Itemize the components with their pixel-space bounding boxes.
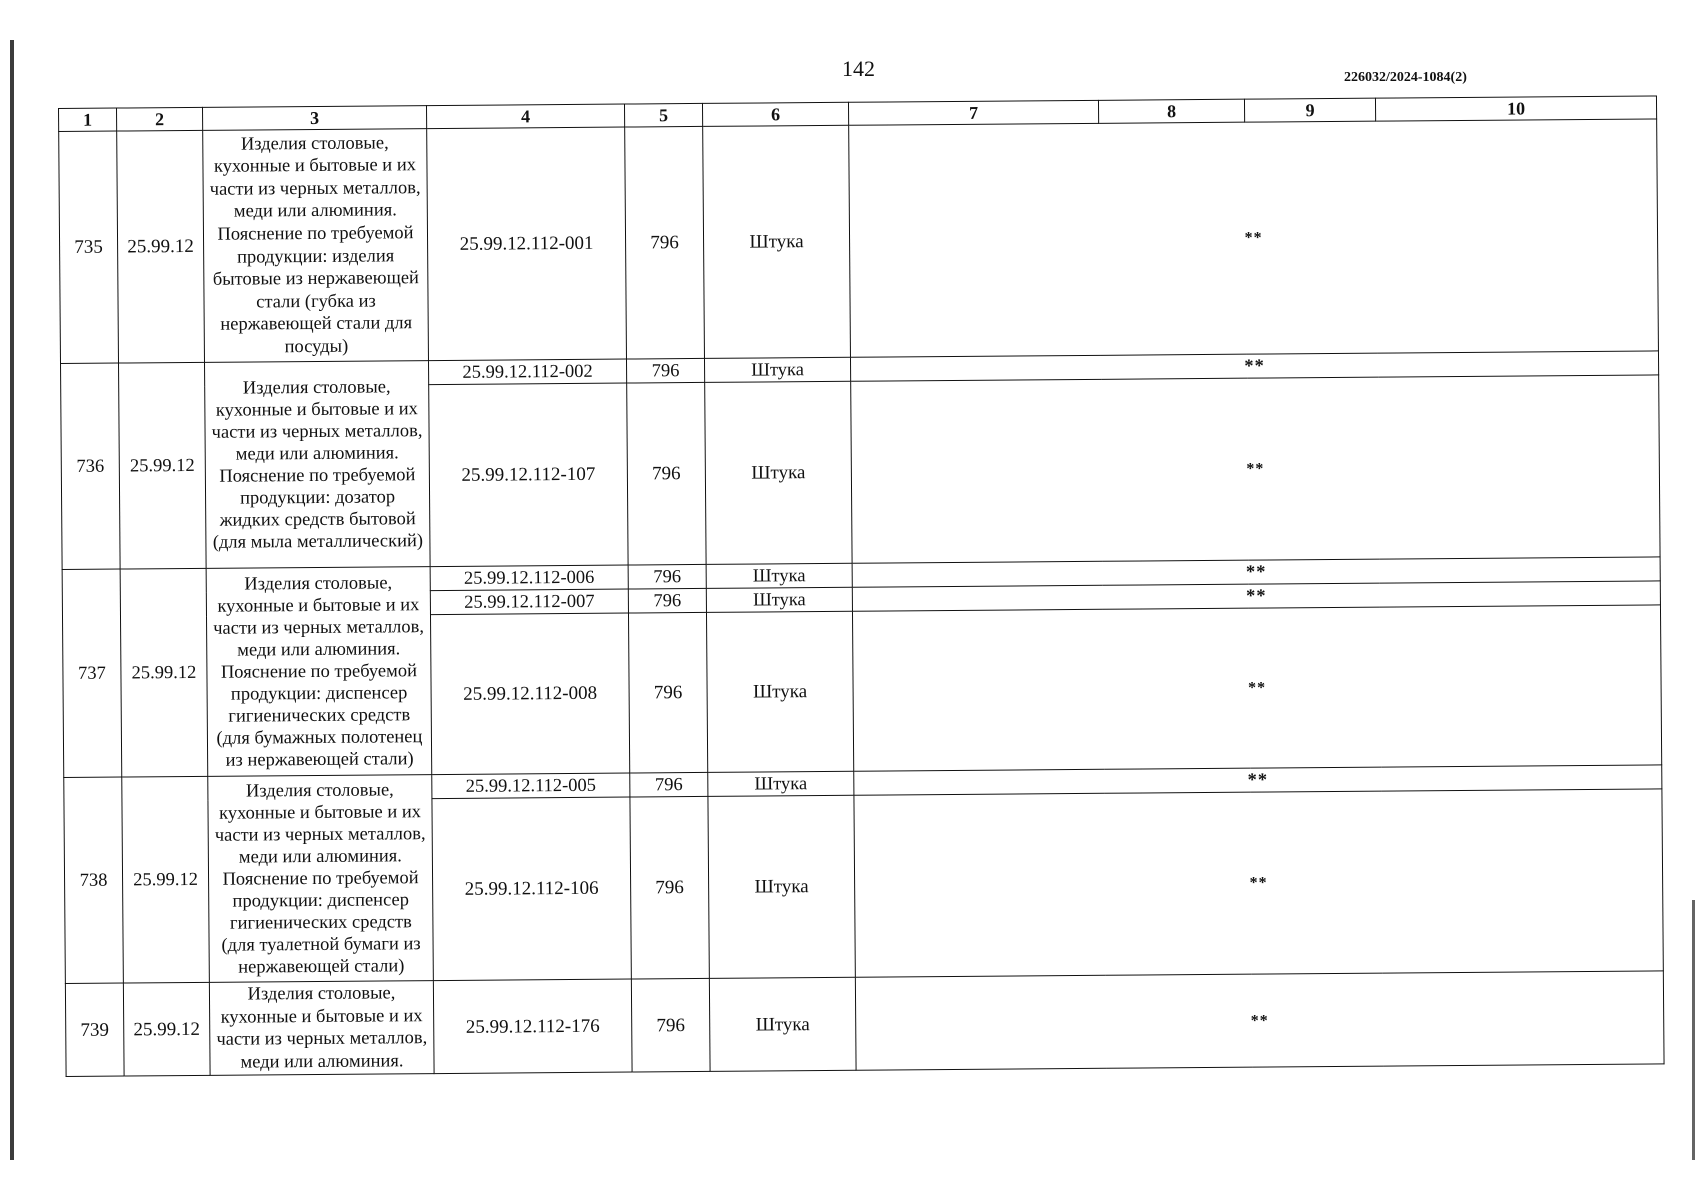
okei-code: 796 [631,978,710,1072]
ktru-code: 25.99.12.112-005 [432,773,630,799]
okei-code: 796 [627,382,706,565]
unit-name: Штука [708,771,854,796]
table-row-739 [65,971,1664,1077]
product-description: Изделия столовые, кухонные и бытовые и их части из черных металлов, меди или алюминия. Пояснение по требуемой продукции: изделия бытовые из нержавеющей стали (губка из нержавеющей стали для посуды) [203,129,429,363]
product-description: Изделия столовые, кухонные и бытовые и их части из черных металлов, меди или алюминия. Пояснение по требуемой продукции: дозатор жидких средств бытовой (для мыла металлический) [205,361,431,569]
header-cell-3: 3 [202,106,426,131]
procurement-table [58,95,1665,1077]
unit-name: Штука [704,357,850,382]
characteristics-mark: ** [850,351,1658,381]
row-number: 739 [65,983,124,1077]
okei-code: 796 [628,588,706,613]
okei-code: 796 [628,612,707,773]
characteristics-mark: ** [852,557,1660,587]
unit-name: Штука [706,611,853,772]
ktru-code: 25.99.12.112-006 [430,565,628,591]
characteristics-mark: ** [852,605,1661,771]
okpd-code: 25.99.12 [120,568,208,777]
okei-code: 796 [630,796,709,979]
unit-name: Штука [709,977,856,1072]
row-number: 738 [64,777,124,983]
characteristics-mark: ** [851,375,1660,563]
row-number: 737 [62,569,122,777]
table-row-735 [59,119,1659,364]
unit-name: Штука [705,381,852,564]
table-sheet [58,95,1664,1077]
scan-edge-left [10,40,14,1160]
product-description: Изделия столовые, кухонные и бытовые и их части из черных металлов, меди или алюминия. Пояснение по требуемой продукции: диспенсер гигиенических средств (для туалетной бумаги из нержавеющей стали) [208,775,434,983]
okpd-code: 25.99.12 [122,776,210,983]
header-cell-9: 9 [1244,98,1375,122]
unit-name: Штука [706,587,852,612]
okei-code: 796 [625,126,705,359]
header-cell-5: 5 [624,103,702,127]
document-id: 226032/2024-1084(2) [1344,70,1467,85]
header-cell-10: 10 [1375,96,1656,121]
header-cell-4: 4 [426,104,624,129]
row-number: 735 [59,131,119,363]
row-number: 736 [61,363,121,569]
okpd-code: 25.99.12 [123,982,210,1076]
ktru-code: 25.99.12.112-106 [432,797,631,981]
characteristics-mark: ** [854,789,1663,977]
header-cell-7: 7 [848,100,1098,125]
okei-code: 796 [628,564,706,589]
ktru-code: 25.99.12.112-176 [433,979,632,1074]
characteristics-mark: ** [854,765,1662,795]
ktru-code: 25.99.12.112-107 [429,383,628,567]
characteristics-mark: ** [855,971,1664,1071]
okei-code: 796 [626,358,704,383]
unit-name: Штука [703,125,851,358]
product-description: Изделия столовые, кухонные и бытовые и их части из черных металлов, меди или алюминия. Пояснение по требуемой продукции: диспенсер гигиенических средств (для бумажных полотенец из нержавеющей стали) [206,567,432,777]
header-cell-6: 6 [702,102,848,126]
ktru-code: 25.99.12.112-007 [430,589,628,615]
page-number: 142 [842,56,875,81]
product-description: Изделия столовые, кухонные и бытовые и их части из черных металлов, меди или алюминия. [209,981,434,1076]
unit-name: Штука [706,563,852,588]
header-cell-8: 8 [1098,99,1244,123]
okpd-code: 25.99.12 [119,362,207,569]
characteristics-mark: ** [849,119,1659,357]
ktru-code: 25.99.12.112-008 [430,613,629,775]
characteristics-mark: ** [852,581,1660,611]
ktru-code: 25.99.12.112-002 [428,359,626,385]
ktru-code: 25.99.12.112-001 [427,127,627,361]
unit-name: Штука [708,795,855,978]
okei-code: 796 [630,772,708,797]
header-cell-2: 2 [117,107,203,131]
okpd-code: 25.99.12 [117,130,205,363]
header-cell-1: 1 [59,108,117,131]
